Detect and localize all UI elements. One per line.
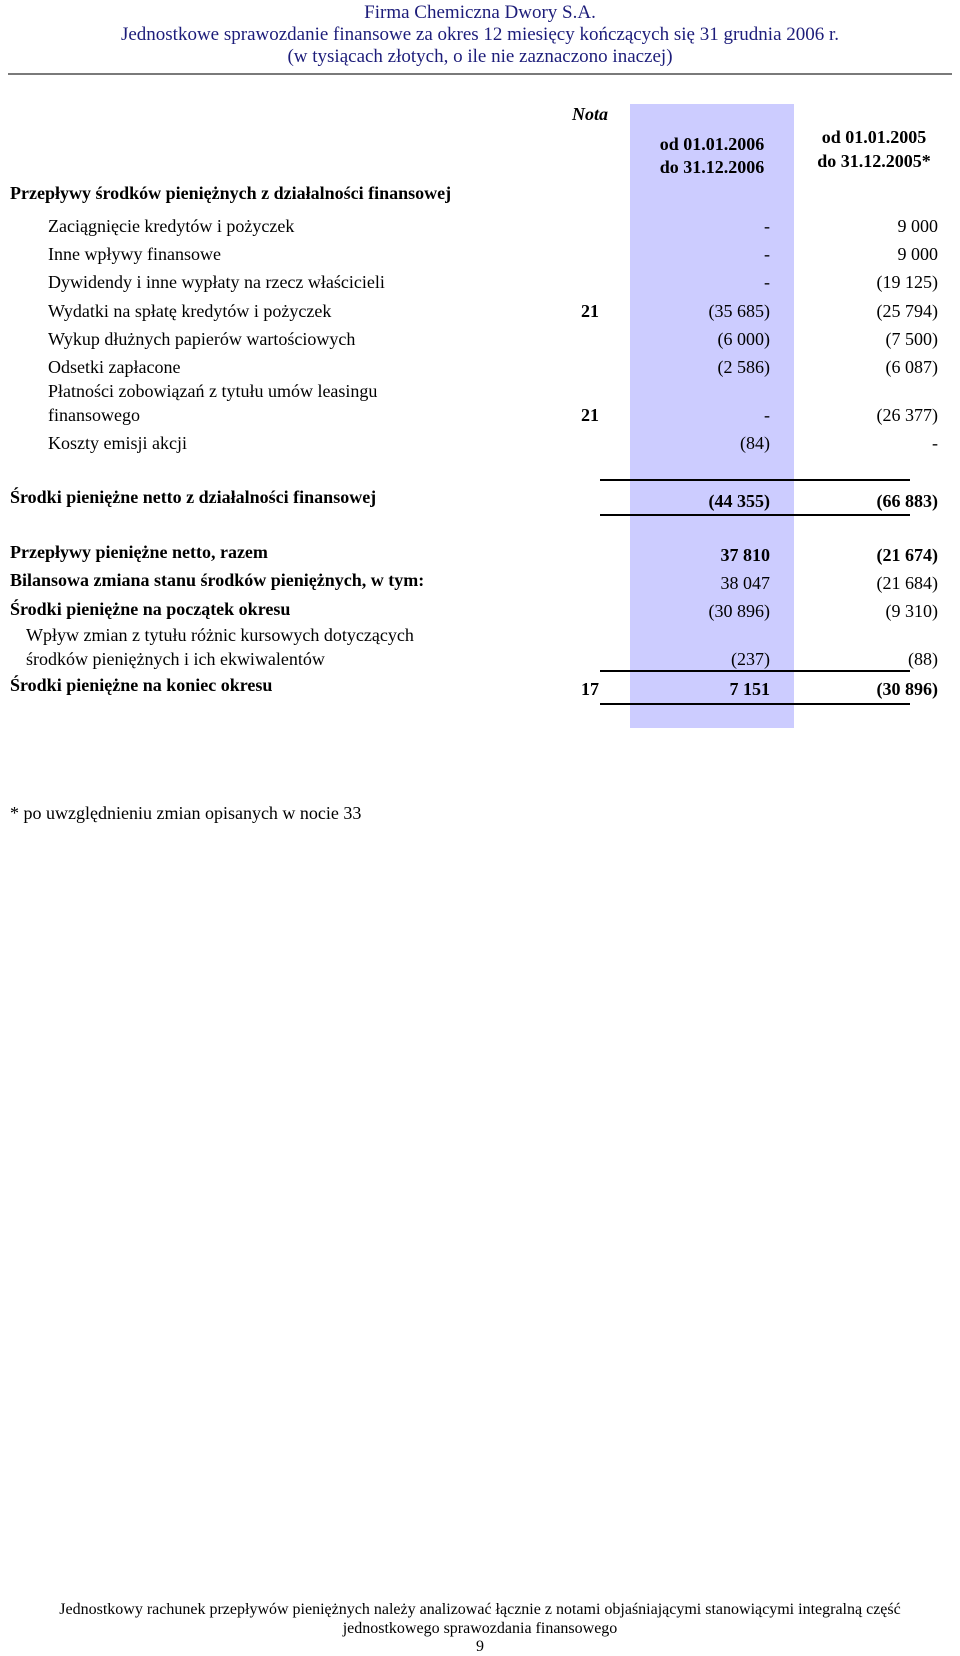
row-label-line2: finansowego (48, 405, 140, 425)
summary-label: Środki pieniężne na początek okresu (10, 599, 291, 619)
net-financing-value-2006: (44 355) (708, 491, 770, 511)
summary-label: Przepływy pieniężne netto, razem (10, 542, 268, 562)
summary-value-2005: (21 674) (876, 545, 938, 565)
period-2005-header-line2: do 31.12.2005* (817, 151, 931, 171)
nota-column-header: Nota (572, 104, 608, 124)
row-label: Koszty emisji akcji (48, 433, 187, 453)
footer-line1: Jednostkowy rachunek przepływów pieniężnych należy analizować łącznie z notami objaśniającymi stanowiącymi integralną część (59, 1601, 901, 1618)
period-2006-header-line1: od 01.01.2006 (659, 134, 765, 154)
row-value-2006: (35 685) (708, 301, 770, 321)
summary-value-2006: (30 896) (708, 601, 770, 621)
units-note: (w tysiącach złotych, o ile nie zaznaczono inaczej) (287, 46, 673, 67)
summary-value-2006: 37 810 (720, 545, 770, 565)
total-rule (600, 670, 910, 672)
summary-nota: 17 (581, 679, 599, 699)
row-value-2005: (6 087) (885, 357, 938, 377)
period-2006-header-line2: do 31.12.2006 (659, 157, 765, 177)
row-nota: 21 (581, 405, 599, 425)
row-value-2005: (26 377) (876, 405, 938, 425)
row-nota: 21 (581, 301, 599, 321)
row-value-2006: (6 000) (717, 329, 770, 349)
report-title: Jednostkowe sprawozdanie finansowe za okres 12 miesięcy kończących się 31 grudnia 2006 r. (120, 24, 840, 45)
footnote: * po uwzględnieniu zmian opisanych w nocie 33 (10, 803, 362, 823)
summary-label: Bilansowa zmiana stanu środków pieniężnych, w tym: (10, 570, 425, 590)
row-value-2005: (25 794) (876, 301, 938, 321)
summary-value-2005: (88) (908, 649, 938, 669)
footer-line2: jednostkowego sprawozdania finansowego (342, 1620, 618, 1637)
row-label: Wydatki na spłatę kredytów i pożyczek (48, 301, 332, 321)
row-label: Odsetki zapłacone (48, 357, 181, 377)
summary-label: Środki pieniężne na koniec okresu (10, 675, 273, 695)
net-financing-value-2005: (66 883) (876, 491, 938, 511)
subtotal-rule (600, 479, 910, 481)
row-label: Dywidendy i inne wypłaty na rzecz właścicieli (48, 272, 385, 292)
row-value-2005: - (932, 433, 938, 453)
row-value-2006: - (764, 272, 770, 292)
period-2005-header-line1: od 01.01.2005 (821, 127, 927, 147)
row-value-2006: - (764, 405, 770, 425)
summary-label-line2: środków pieniężnych i ich ekwiwalentów (26, 649, 325, 669)
page-number: 9 (476, 1638, 484, 1655)
row-label-line1: Płatności zobowiązań z tytułu umów leasingu (48, 381, 378, 401)
row-value-2005: 9 000 (897, 216, 938, 236)
subtotal-rule (600, 514, 910, 516)
section-title: Przepływy środków pieniężnych z działalności finansowej (10, 183, 452, 203)
summary-value-2005: (30 896) (876, 679, 938, 699)
row-value-2006: (2 586) (717, 357, 770, 377)
company-name: Firma Chemiczna Dwory S.A. (364, 2, 596, 23)
header-divider (8, 73, 952, 75)
row-value-2005: (7 500) (885, 329, 938, 349)
row-label: Inne wpływy finansowe (48, 244, 221, 264)
summary-value-2006: 38 047 (720, 573, 770, 593)
row-value-2006: - (764, 216, 770, 236)
summary-value-2006: (237) (731, 649, 770, 669)
total-rule (600, 703, 910, 705)
row-value-2005: (19 125) (876, 272, 938, 292)
net-financing-label: Środki pieniężne netto z działalności finansowej (10, 487, 377, 507)
summary-value-2006: 7 151 (729, 679, 770, 699)
row-label: Zaciągnięcie kredytów i pożyczek (48, 216, 295, 236)
summary-value-2005: (21 684) (876, 573, 938, 593)
row-value-2005: 9 000 (897, 244, 938, 264)
row-value-2006: - (764, 244, 770, 264)
row-label: Wykup dłużnych papierów wartościowych (48, 329, 356, 349)
summary-value-2005: (9 310) (885, 601, 938, 621)
row-value-2006: (84) (740, 433, 770, 453)
summary-label-line1: Wpływ zmian z tytułu różnic kursowych dotyczących (26, 625, 414, 645)
